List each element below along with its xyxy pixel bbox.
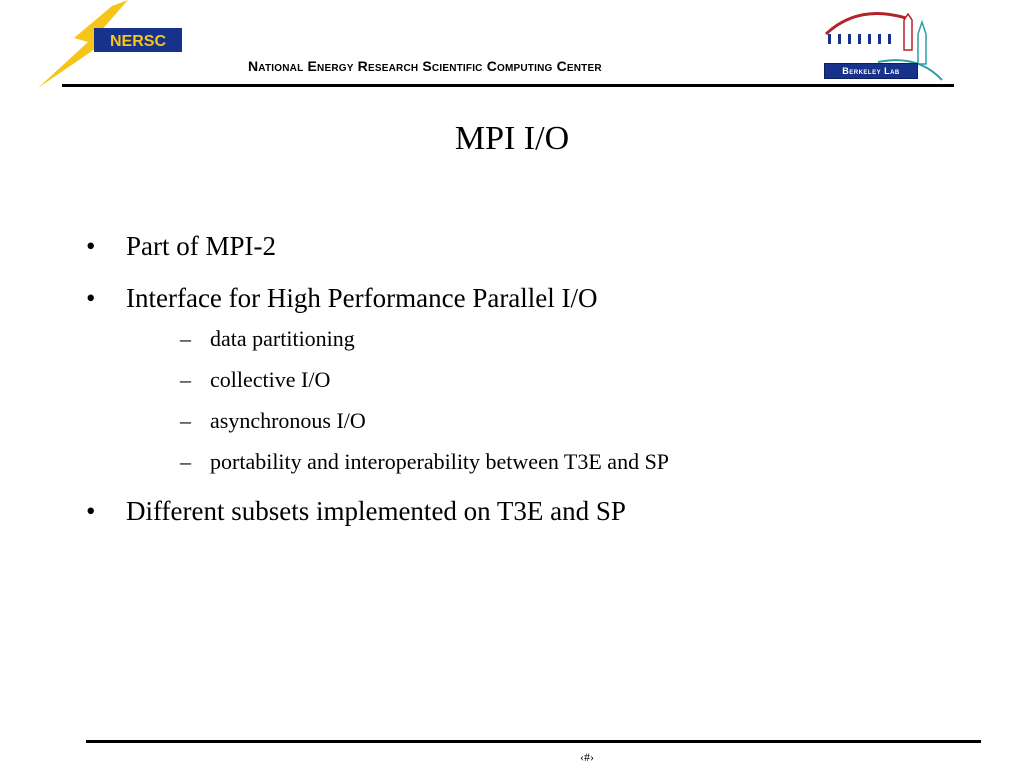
org-name: National Energy Research Scientific Computing Center [248, 58, 602, 74]
sub-bullet-text: collective I/O [210, 367, 331, 392]
bullet-mark: • [86, 283, 96, 313]
page-number: ‹#› [580, 750, 594, 764]
bullet-text: Part of MPI-2 [126, 231, 276, 261]
slide-title: MPI I/O [454, 120, 570, 157]
header-divider [62, 84, 954, 87]
sub-bullet-mark: – [180, 367, 191, 392]
sub-bullet-item [126, 449, 669, 475]
lab-arc-icon [826, 14, 906, 34]
bullet-item [86, 282, 669, 475]
sub-bullet-text: data partitioning [210, 326, 355, 351]
bullet-text: Interface for High Performance Parallel I/O [126, 283, 598, 313]
bullet-text: Different subsets implemented on T3E and SP [126, 496, 626, 526]
sub-bullet-text: asynchronous I/O [210, 408, 366, 433]
sub-bullet-item [126, 367, 669, 393]
sub-bullet-mark: – [180, 449, 191, 474]
bullet-list [86, 230, 669, 547]
bullet-mark: • [86, 231, 96, 261]
footer-divider [86, 740, 981, 743]
sub-bullet-list [126, 326, 669, 475]
nersc-logo-text: NERSC [109, 33, 167, 50]
sub-bullet-item [126, 326, 669, 352]
bullet-item [86, 230, 669, 262]
nersc-logo [28, 0, 188, 92]
sub-bullet-item [126, 408, 669, 434]
tower-icon [918, 22, 926, 64]
sub-bullet-mark: – [180, 326, 191, 351]
campanile-icon [904, 14, 912, 50]
bullet-item [86, 495, 669, 527]
bullet-mark: • [86, 496, 96, 526]
sub-bullet-text: portability and interoperability between T3E and SP [210, 449, 670, 474]
sub-bullet-mark: – [180, 408, 191, 433]
lab-building-icon [828, 34, 891, 44]
berkeley-lab-badge: Berkeley Lab [824, 63, 918, 79]
